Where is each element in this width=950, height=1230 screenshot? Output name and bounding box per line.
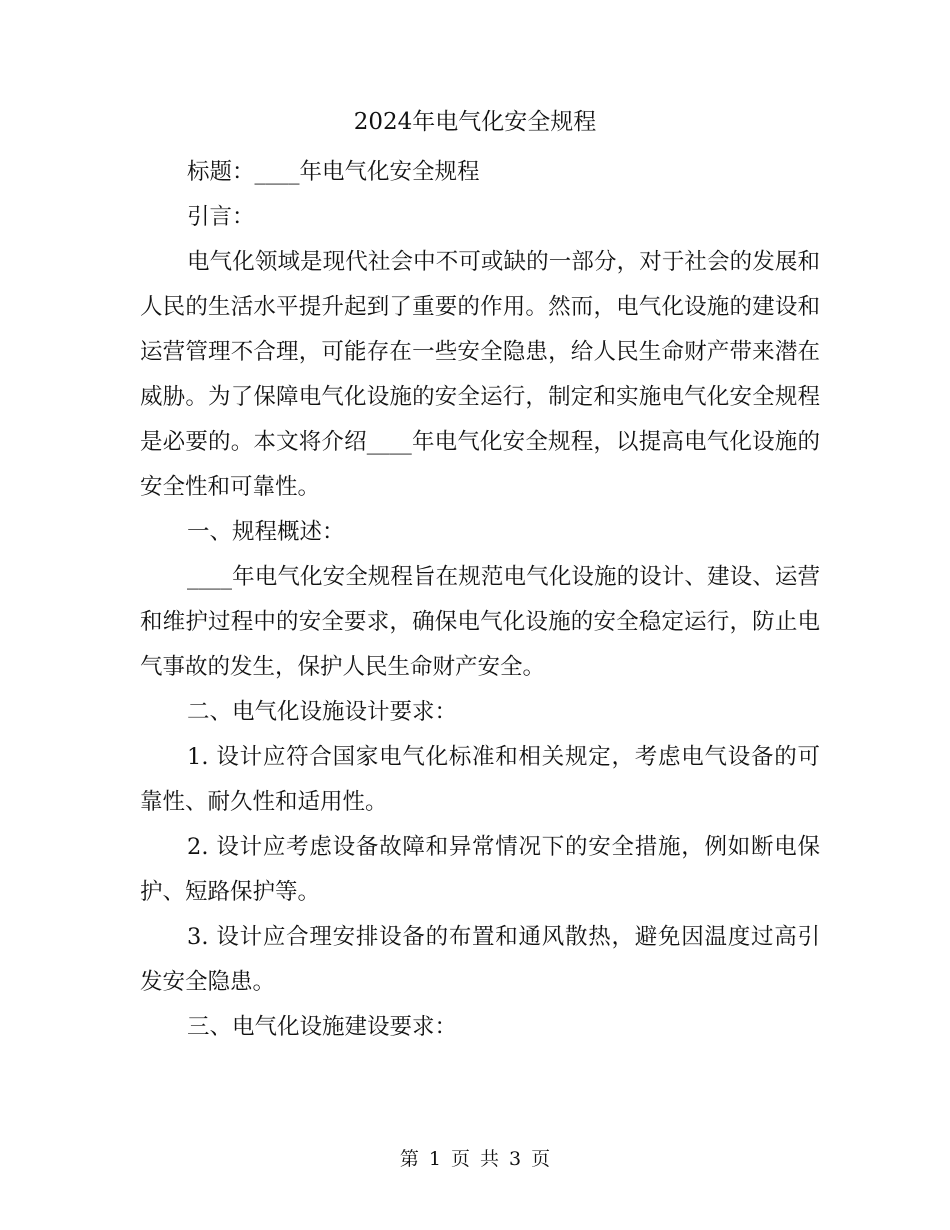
- paragraph-intro-heading: 引言：: [187, 204, 255, 230]
- page-footer: 第 1 页 共 3 页: [399, 1148, 551, 1170]
- list-item-design-3: 3. 设计应合理安排设备的布置和通风散热，避免因温度过高引发安全隐患。: [140, 924, 820, 995]
- paragraph-intro-text: 电气化领域是现代社会中不可或缺的一部分，对于社会的发展和人民的生活水平提升起到了重要的作用。然而，电气化设施的建设和运营管理不合理，可能存在一些安全隐患，给人民生命财产带来潜在威胁。为了保障电气化设施的安全运行，制定和实施电气化安全规程是必要的。本文将介绍____年电气化安全规程，以提高电气化设施的安全性和可靠性。: [140, 249, 820, 500]
- section-heading-design: 二、电气化设施设计要求：: [187, 699, 458, 725]
- list-item-design-1: 1. 设计应符合国家电气化标准和相关规定，考虑电气设备的可靠性、耐久性和适用性。: [140, 744, 820, 815]
- document-title: 2024年电气化安全规程: [353, 109, 597, 135]
- paragraph-overview-text: ____年电气化安全规程旨在规范电气化设施的设计、建设、运营和维护过程中的安全要求，确保电气化设施的安全稳定运行，防止电气事故的发生，保护人民生命财产安全。: [140, 564, 820, 680]
- paragraph-title-line: 标题：____年电气化安全规程: [187, 159, 480, 185]
- section-heading-overview: 一、规程概述：: [187, 519, 345, 545]
- list-item-design-2: 2. 设计应考虑设备故障和异常情况下的安全措施，例如断电保护、短路保护等。: [140, 834, 820, 905]
- section-heading-construction: 三、电气化设施建设要求：: [187, 1014, 458, 1040]
- document-body: [140, 150, 820, 1050]
